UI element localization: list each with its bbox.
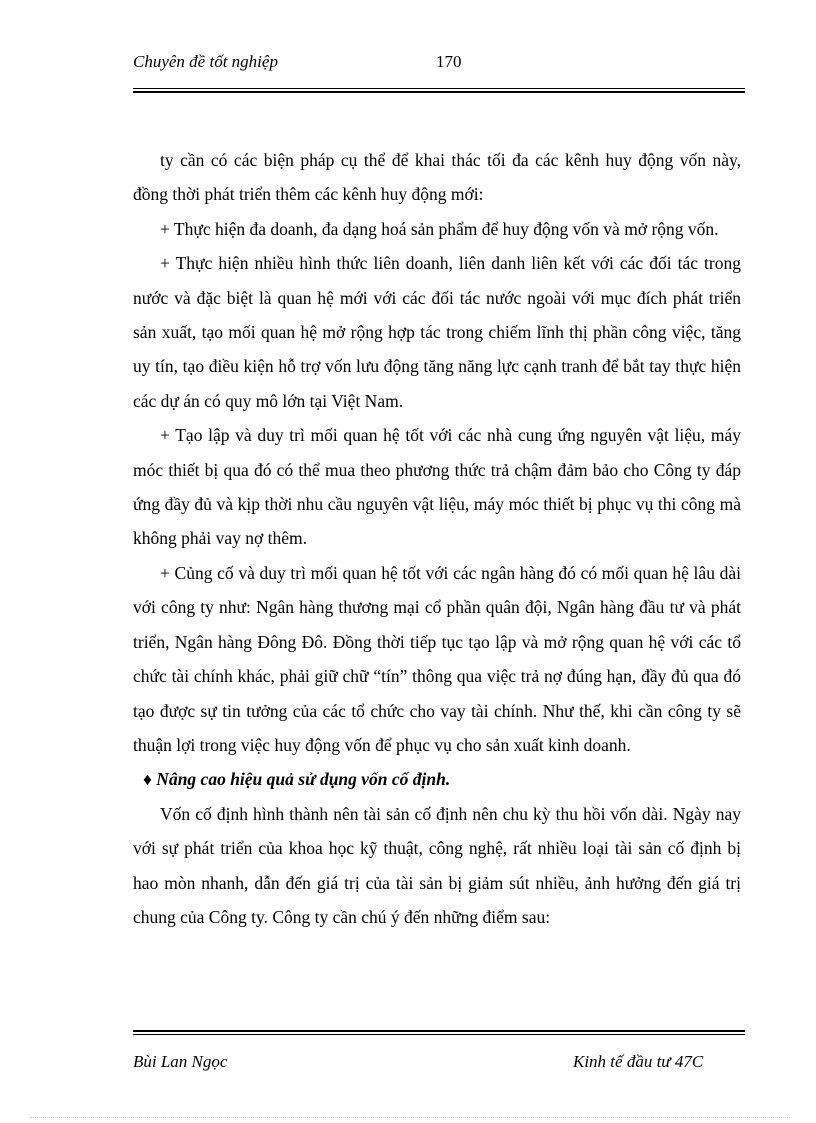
footer-divider — [133, 1030, 745, 1035]
author-name: Bùi Lan Ngọc — [133, 1052, 228, 1071]
paragraph: + Thực hiện nhiều hình thức liên doanh, liên danh liên kết với các đối tác trong nước và đặc biệt là quan hệ mới với các đối tác nước ngoài với mục đích phát triển sản xuất, tạo mối quan hệ mở rộng hợp tác trong chiếm lĩnh thị phần công việc, tăng uy tín, tạo điều kiện hỗ trợ vốn lưu động tăng năng lực cạnh tranh để bắt tay thực hiện các dự án có quy mô lớn tại Việt Nam. — [133, 253, 741, 411]
document-title: Chuyên đề tốt nghiệp — [133, 52, 278, 71]
header-divider — [133, 88, 745, 93]
paragraph: + Thực hiện đa doanh, đa dạng hoá sản phẩm để huy động vốn và mở rộng vốn. — [160, 218, 719, 239]
page-header — [133, 52, 745, 76]
class-name: Kinh tế đầu tư 47C — [573, 1052, 704, 1071]
page-body — [133, 143, 741, 934]
paragraph: + Tạo lập và duy trì mối quan hệ tốt với các nhà cung ứng nguyên vật liệu, máy móc thiết bị qua đó có thể mua theo phương thức trả chậm đảm bảo cho Công ty đáp ứng đầy đủ và kịp thời nhu cầu nguyên vật liệu, máy móc thiết bị phục vụ thi công mà không phải vay nợ thêm. — [133, 425, 741, 549]
page-bottom-edge — [30, 1117, 790, 1118]
page-number: 170 — [436, 52, 462, 71]
paragraph: ty cần có các biện pháp cụ thể để khai thác tối đa các kênh huy động vốn này, đồng thời phát triển thêm các kênh huy động mới: — [133, 150, 741, 205]
paragraph: Vốn cố định hình thành nên tài sản cố định nên chu kỳ thu hồi vốn dài. Ngày nay với sự phát triển của khoa học kỹ thuật, công nghệ, rất nhiều loại tài sản cố định bị hao mòn nhanh, dẫn đến giá trị của tài sản bị giảm sút nhiều, ảnh hưởng đến giá trị chung của Công ty. Công ty cần chú ý đến những điểm sau: — [133, 803, 741, 927]
paragraph: + Củng cố và duy trì mối quan hệ tốt với các ngân hàng đó có mối quan hệ lâu dài với công ty như: Ngân hàng thương mại cổ phần quân đội, Ngân hàng đầu tư và phát triển, Ngân hàng Đông Đô. Đồng thời tiếp tục tạo lập và mở rộng quan hệ với các tổ chức tài chính khác, phải giữ chữ “tín” thông qua việc trả nợ đúng hạn, đầy đủ qua đó tạo được sự tin tưởng của các tổ chức cho vay tài chính. Như thế, khi cần công ty sẽ thuận lợi trong việc huy động vốn để phục vụ cho sản xuất kinh doanh. — [133, 562, 741, 755]
section-heading: ♦ Nâng cao hiệu quả sử dụng vốn cố định. — [143, 769, 451, 790]
